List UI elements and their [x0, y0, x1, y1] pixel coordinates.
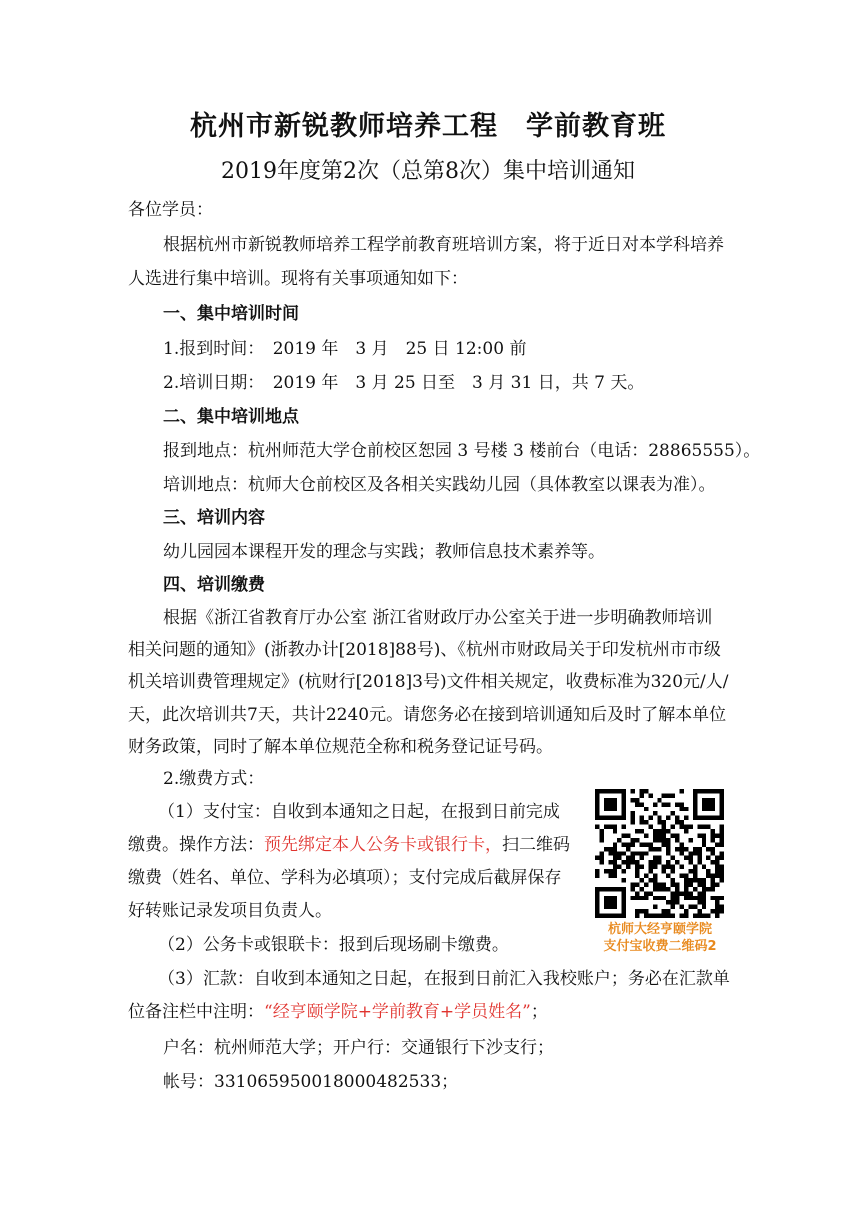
fee-line-3: 机关培训费管理规定》(杭财行[2018]3号)文件相关规定，收费标准为320元/人/ [128, 672, 729, 692]
remittance-line-2-post: ； [530, 1002, 548, 1022]
fee-line-1: 根据《浙江省教育厅办公室 浙江省财政厅办公室关于进一步明确教师培训 [163, 608, 713, 628]
card-payment: （2）公务卡或银联卡：报到后现场刷卡缴费。 [158, 935, 509, 955]
remittance-note-emphasis: “经亨颐学院+学前教育+学员姓名” [264, 1002, 531, 1022]
alipay-line-4: 好转账记录发项目负责人。 [128, 901, 332, 921]
notice-subtitle: 2019年度第2次（总第8次）集中培训通知 [221, 159, 635, 184]
registration-location: 报到地点：杭州师范大学仓前校区恕园 3 号楼 3 楼前台（电话：28865555）。 [163, 441, 761, 461]
remittance-line-2 [128, 1001, 548, 1023]
payment-methods-heading: 2.缴费方式： [163, 769, 265, 789]
account-name: 户名：杭州师范大学；开户行：交通银行下沙支行； [163, 1038, 554, 1058]
registration-time: 1.报到时间： 2019 年 3 月 25 日 12:00 前 [163, 339, 527, 359]
alipay-qr-code [595, 789, 724, 918]
section-2-heading: 二、集中培训地点 [163, 407, 299, 427]
remittance-line-2-pre: 位备注栏中注明： [128, 1002, 264, 1022]
remittance-line-1: （3）汇款：自收到本通知之日起，在报到日前汇入我校账户；务必在汇款单 [158, 969, 730, 989]
fee-line-2: 相关问题的通知》(浙教办计[2018]88号)、《杭州市财政局关于印发杭州市市级 [128, 640, 721, 660]
account-number: 帐号：331065950018000482533； [163, 1072, 459, 1092]
salutation: 各位学员： [128, 200, 213, 220]
section-3-heading: 三、培训内容 [163, 508, 265, 528]
fee-line-5: 财务政策，同时了解本单位规范全称和税务登记证号码。 [128, 737, 553, 757]
notice-title: 杭州市新锐教师培养工程 学前教育班 [190, 111, 666, 142]
alipay-line-3: 缴费（姓名、单位、学科为必填项）；支付完成后截屏保存 [128, 868, 562, 888]
alipay-line-2-post: 扫二维码 [502, 835, 570, 855]
qr-caption-line-1: 杭师大经亨颐学院 [607, 922, 712, 937]
qr-caption-line-2: 支付宝收费二维码2 [603, 939, 717, 954]
intro-line-2: 人选进行集中培训。现将有关事项通知如下： [128, 269, 468, 289]
alipay-line-1: （1）支付宝：自收到本通知之日起，在报到日前完成 [158, 802, 560, 822]
alipay-line-2-pre: 缴费。操作方法： [128, 835, 264, 855]
section-4-heading: 四、培训缴费 [163, 575, 265, 595]
intro-line-1: 根据杭州市新锐教师培养工程学前教育班培训方案，将于近日对本学科培养 [163, 235, 724, 255]
section-1-heading: 一、集中培训时间 [163, 304, 299, 324]
training-location: 培训地点：杭师大仓前校区及各相关实践幼儿园（具体教室以课表为准）。 [163, 475, 716, 495]
alipay-line-2 [128, 834, 570, 856]
fee-line-4: 天，此次培训共7天，共计2240元。请您务必在接到培训通知后及时了解本单位 [128, 705, 727, 725]
training-dates: 2.培训日期： 2019 年 3 月 25 日至 3 月 31 日，共 7 天。 [163, 373, 645, 393]
training-content: 幼儿园园本课程开发的理念与实践；教师信息技术素养等。 [163, 542, 605, 562]
alipay-bind-card-emphasis: 预先绑定本人公务卡或银行卡， [264, 835, 502, 855]
